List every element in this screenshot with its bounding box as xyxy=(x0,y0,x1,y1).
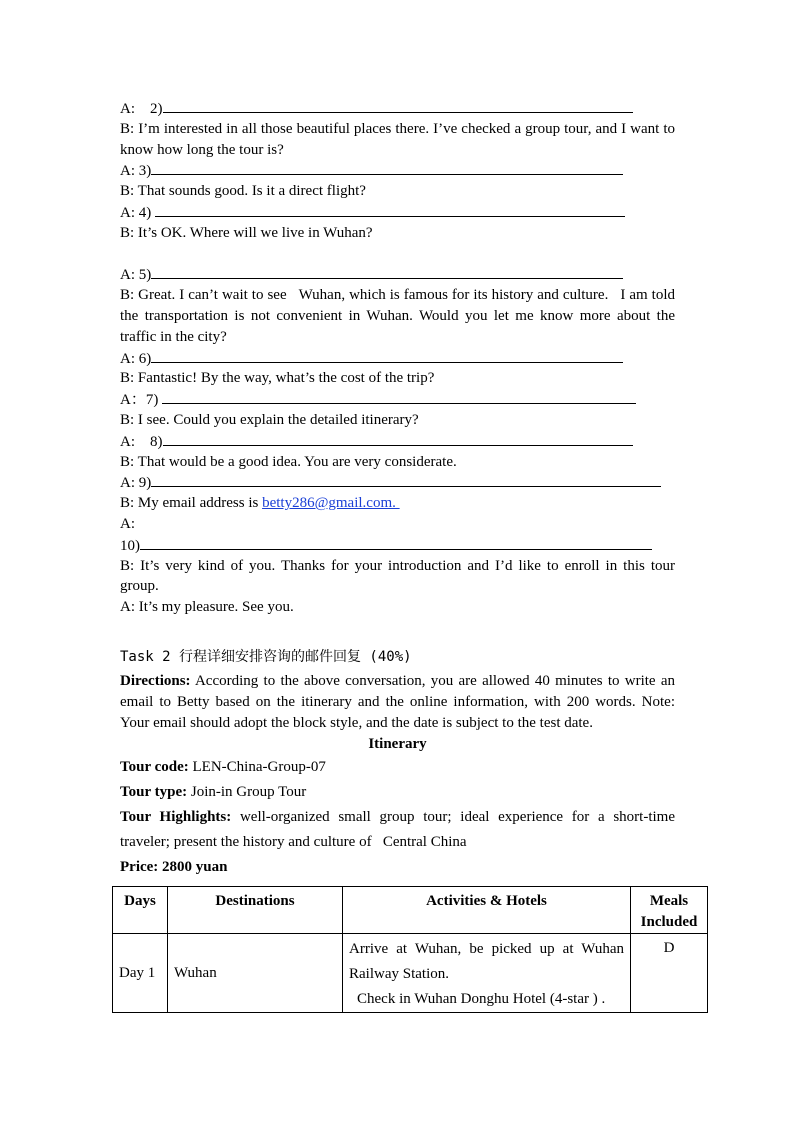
itinerary-title: Itinerary xyxy=(368,736,427,753)
empty-line xyxy=(120,244,675,265)
dialogue-text: B: It’s OK. Where will we live in Wuhan? xyxy=(120,224,373,241)
dialogue-text: A: xyxy=(120,515,135,532)
highlights-line xyxy=(120,805,675,855)
tour-type-line xyxy=(120,780,675,805)
table-row xyxy=(113,934,708,1013)
dialogue-text: B: I see. Could you explain the detailed itinerary? xyxy=(120,411,419,428)
dialogue-text: A: 9) xyxy=(120,475,152,492)
answer-blank xyxy=(155,202,625,217)
answer-blank xyxy=(151,264,623,279)
dialogue-text: A: 2) xyxy=(120,101,163,117)
answer-blank xyxy=(163,431,633,446)
directions-label: Directions: xyxy=(120,672,191,689)
column-header: Destinations xyxy=(168,887,343,934)
answer-blank xyxy=(140,535,652,550)
answer-blank xyxy=(151,160,623,175)
activities-cell xyxy=(343,934,631,1013)
dialogue-text: A：7) xyxy=(120,392,163,409)
answer-blank xyxy=(162,389,636,404)
dialogue-line xyxy=(120,160,675,181)
answer-blank xyxy=(151,348,623,363)
dialogue-line xyxy=(120,348,675,369)
directions-paragraph xyxy=(120,671,675,733)
dialogue-line xyxy=(120,493,675,514)
email-link[interactable]: betty286@gmail.com. xyxy=(262,495,400,512)
dialogue-text: A: 8) xyxy=(120,433,163,450)
destination-cell: Wuhan xyxy=(168,934,343,1013)
dialogue-text: B: Fantastic! By the way, what’s the cost of the trip? xyxy=(120,370,435,387)
answer-blank xyxy=(151,472,661,487)
day-cell: Day 1 xyxy=(113,934,168,1013)
column-header: Days xyxy=(113,887,168,934)
highlights-label: Tour Highlights: xyxy=(120,809,232,826)
directions-text: According to the above conversation, you are allowed 40 minutes to write an email to Betty based on the itinerary and the online information, with 200 words. Note: Your email should adopt the block style, and the date is subject to the test date. xyxy=(120,672,675,731)
tour-code-value: LEN-China-Group-07 xyxy=(188,759,326,776)
itinerary-table xyxy=(112,886,708,1013)
dialogue-text: B: That would be a good idea. You are very considerate. xyxy=(120,453,457,470)
task-heading: Task 2 行程详细安排咨询的邮件回复 (40%) xyxy=(120,648,412,665)
tour-type-value: Join-in Group Tour xyxy=(187,784,307,801)
dialogue-line xyxy=(120,431,675,452)
dialogue-text: B: That sounds good. Is it a direct flight? xyxy=(120,183,366,200)
dialogue-line xyxy=(120,535,675,556)
dialogue-line xyxy=(120,389,675,410)
activities-text: Arrive at Wuhan, be picked up at Wuhan Railway Station. xyxy=(349,941,624,982)
dialogue-text: B: My email address is xyxy=(120,495,263,512)
column-header: Activities & Hotels xyxy=(343,887,631,934)
dialogue-line xyxy=(120,202,675,223)
dialogue-text: A: 6) xyxy=(120,350,152,367)
table-header-row xyxy=(113,887,708,934)
dialogue-text: A: It’s my pleasure. See you. xyxy=(120,599,294,616)
tour-type-label: Tour type: xyxy=(120,784,188,801)
dialogue-text: B: Great. I can’t wait to see Wuhan, which is famous for its history and culture. I am told the transportation is not convenient in Wuhan. Would you let me know more about the traffic in the city? xyxy=(120,287,675,345)
tour-code-label: Tour code: xyxy=(120,759,189,776)
dialogue-text: B: I’m interested in all those beautiful places there. I’ve checked a group tour, and I want to know how long the tour is? xyxy=(120,120,675,158)
dialogue-text: A: 5) xyxy=(120,267,152,284)
price-line: Price: 2800 yuan xyxy=(120,859,228,876)
document-page xyxy=(120,98,675,880)
dialogue-text: A: 3) xyxy=(120,163,152,180)
column-header: Meals Included xyxy=(631,887,708,934)
meals-cell: D xyxy=(631,934,708,1013)
dialogue-line xyxy=(120,98,675,119)
dialogue-text: A: 4) xyxy=(120,204,155,221)
dialogue-line xyxy=(120,472,675,493)
activities-text: Check in Wuhan Donghu Hotel (4-star ) . xyxy=(357,991,606,1007)
answer-blank xyxy=(163,98,633,113)
dialogue-text: 10) xyxy=(120,537,140,554)
dialogue-text: B: It’s very kind of you. Thanks for your introduction and I’d like to enroll in this tour group. xyxy=(120,557,675,595)
tour-code-line xyxy=(120,755,675,780)
dialogue-line xyxy=(120,264,675,285)
highlights-value: well-organized small group tour; ideal experience for a short-time traveler; present the history and culture of Central China xyxy=(120,809,675,851)
